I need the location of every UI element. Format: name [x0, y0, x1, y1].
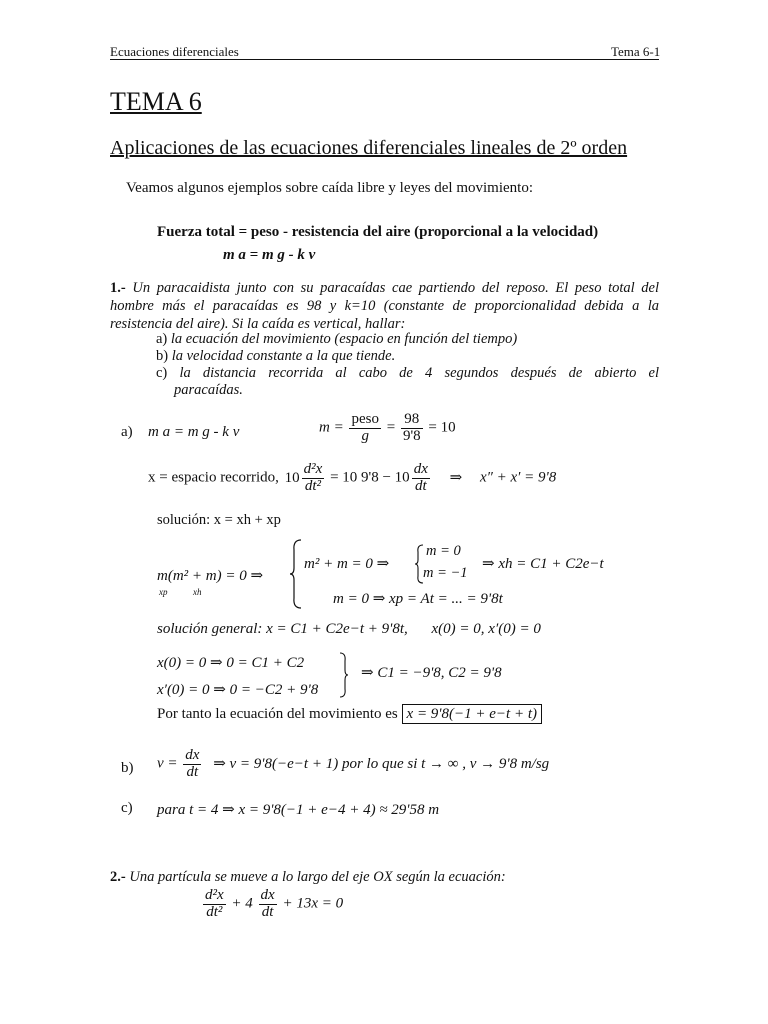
header-left: Ecuaciones diferenciales — [110, 44, 239, 59]
char-sub-xp: xp — [159, 587, 168, 597]
list-item-continuation: paracaídas. — [174, 382, 243, 398]
problem1-items — [156, 331, 659, 399]
problem1-number: 1.- — [110, 280, 126, 296]
problem1-line2: hombre más el paracaídas es 98 y k=10 (constante de proporcionalidad debida a la — [110, 298, 659, 314]
case1-root1: m = 0 — [426, 543, 461, 559]
char-sub-xh: xh — [193, 587, 202, 597]
right-brace — [339, 652, 349, 698]
case2: m = 0 ⇒ xp = At = ... = 9'8t — [333, 591, 503, 607]
general-solution: solución general: x = C1 + C2e−t + 9'8t, x(0) = 0, x′(0) = 0 — [157, 621, 541, 637]
problem1-line3: resistencia del aire). Si la caída es vertical, hallar: — [110, 316, 406, 332]
solution-c-label: c) — [121, 800, 133, 816]
solution-b-label: b) — [121, 760, 134, 776]
problem2-statement: 2.- Una partícula se mueve a lo largo del eje OX según la ecuación: — [110, 869, 506, 885]
list-item: a) la ecuación del movimiento (espacio en función del tiempo) — [156, 331, 518, 347]
page-subtitle: Aplicaciones de las ecuaciones diferenciales lineales de 2º orden — [110, 137, 628, 159]
system-line1: x(0) = 0 ⇒ 0 = C1 + C2 — [157, 655, 305, 671]
force-equation: m a = m g - k v — [223, 247, 316, 263]
x-definition: x = espacio recorrido, 10 $\frac{\text{d²x}}{\text{dt²}}$ = 10 9'8 − 10 $\frac{dx}{dt}$ ⇒ x″ + x′ = 9'8 — [148, 461, 557, 494]
left-brace — [289, 538, 303, 610]
case1-left: m² + m = 0 ⇒ — [304, 556, 390, 572]
header-rule — [110, 59, 659, 60]
problem1-statement — [110, 279, 659, 333]
case1-result: ⇒ xh = C1 + C2e−t — [482, 556, 604, 572]
final-equation-box: x = 9'8(−1 + e−t + t) — [402, 704, 542, 724]
force-line: Fuerza total = peso - resistencia del aire (proporcional a la velocidad) — [157, 224, 599, 240]
system-line2: x′(0) = 0 ⇒ 0 = −C2 + 9'8 — [157, 682, 319, 698]
solution-b: v = $\frac{dx}{dt}$ ⇒ v = 9'8(−e−t + 1) por lo que si t → ∞ , v → 9'8 m/sg — [157, 747, 550, 780]
solution-a-equation: m a = m g - k v — [148, 424, 240, 440]
problem1-line1: Un paracaidista junto con su paracaídas cae partiendo del reposo. El peso total del — [132, 280, 660, 296]
solution-a-label: a) — [121, 424, 133, 440]
problem2-equation: $\frac{\text{d²x}}{\text{dt²}}$ + 4 $\frac{dx}{dt}$ + 13x = 0 — [205, 887, 344, 920]
page-title: TEMA 6 — [110, 87, 202, 116]
system-result: ⇒ C1 = −9'8, C2 = 9'8 — [361, 665, 502, 681]
solution-form: solución: x = xh + xp — [157, 512, 281, 528]
characteristic-eq: m(m² + m) = 0 ⇒ — [157, 568, 264, 584]
list-item: b) la velocidad constante a la que tiende. — [156, 348, 396, 364]
solution-c: para t = 4 ⇒ x = 9'8(−1 + e−4 + 4) ≈ 29'58 m — [157, 802, 440, 818]
intro-text: Veamos algunos ejemplos sobre caída libre y leyes del movimiento: — [126, 180, 533, 196]
header-right: Tema 6-1 — [611, 44, 661, 59]
list-item: c) la distancia recorrida al cabo de 4 segundos después de abierto el — [156, 365, 659, 381]
case1-root2: m = −1 — [423, 565, 468, 581]
final-equation-line: Por tanto la ecuación del movimiento es x = 9'8(−1 + e−t + t) — [157, 706, 542, 723]
mass-formula: m = $\frac{\text{peso}}{g}$ = $\frac{98}{9'8}$ = 10 — [319, 411, 456, 444]
